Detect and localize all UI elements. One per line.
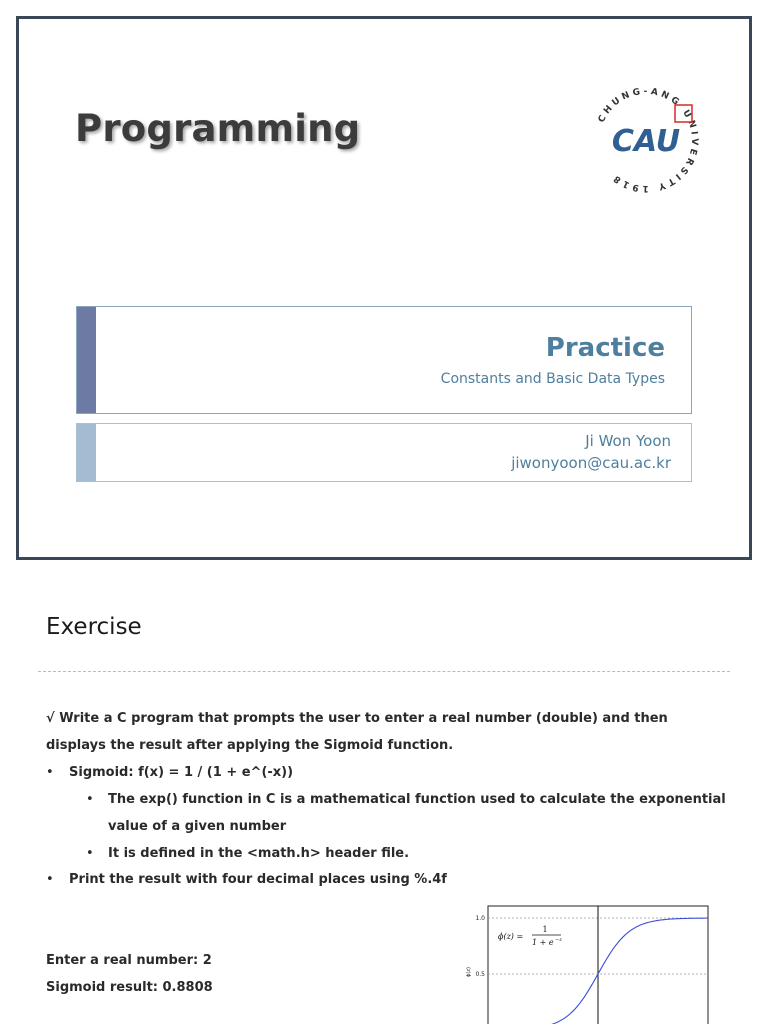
title-divider xyxy=(38,671,730,672)
title-slide xyxy=(16,16,752,560)
sigmoid-chart xyxy=(462,900,712,1024)
logo-mark-text: CAU xyxy=(611,124,681,159)
sub-bullet-dot: • xyxy=(86,792,94,807)
author-accent-bar xyxy=(77,424,96,481)
y-tick-label-1-0: 1.0 xyxy=(475,915,485,922)
bullet-exp-line-1: The exp() function in C is a mathematical function used to calculate the exponential xyxy=(108,792,726,807)
bullet-dot: • xyxy=(46,872,54,887)
practice-subtitle: Constants and Basic Data Types xyxy=(440,371,665,387)
bullet-dot: • xyxy=(46,765,54,780)
sub-bullet-dot: • xyxy=(86,846,94,861)
example-input: Enter a real number: 2 xyxy=(46,953,212,968)
intro-line-2: displays the result after applying the Sigmoid function. xyxy=(46,738,454,753)
bullet-exp-line-2: value of a given number xyxy=(108,819,287,834)
bullet-header: It is defined in the <math.h> header file. xyxy=(108,846,410,861)
formula-lhs: ϕ(z) = xyxy=(498,932,524,941)
practice-title-box xyxy=(76,306,692,414)
formula-numerator: 1 xyxy=(542,925,548,934)
bullet-print: Print the result with four decimal places using %.4f xyxy=(69,872,447,887)
exercise-slide xyxy=(0,574,768,1024)
y-tick-label-0-5: 0.5 xyxy=(475,971,485,978)
logo-ring-text: CHUNG-ANG UNIVERSITY 1918 xyxy=(596,86,700,194)
formula-exponent: −z xyxy=(555,937,562,943)
example-output: Sigmoid result: 0.8808 xyxy=(46,980,213,995)
practice-accent-bar xyxy=(77,307,96,413)
course-title: Programming xyxy=(75,107,361,150)
practice-title: Practice xyxy=(545,333,665,363)
bullet-sigmoid: Sigmoid: f(x) = 1 / (1 + e^(-x)) xyxy=(69,765,294,780)
author-box xyxy=(76,423,692,482)
intro-line-1: √ Write a C program that prompts the user to enter a real number (double) and then xyxy=(46,711,668,726)
y-axis-label: ϕ(z) xyxy=(466,967,472,977)
author-email: jiwonyoon@cau.ac.kr xyxy=(511,454,671,472)
formula-denominator: 1 + e xyxy=(532,938,554,947)
author-name: Ji Won Yoon xyxy=(585,432,671,450)
exercise-title: Exercise xyxy=(46,614,142,640)
cau-logo xyxy=(587,81,705,199)
